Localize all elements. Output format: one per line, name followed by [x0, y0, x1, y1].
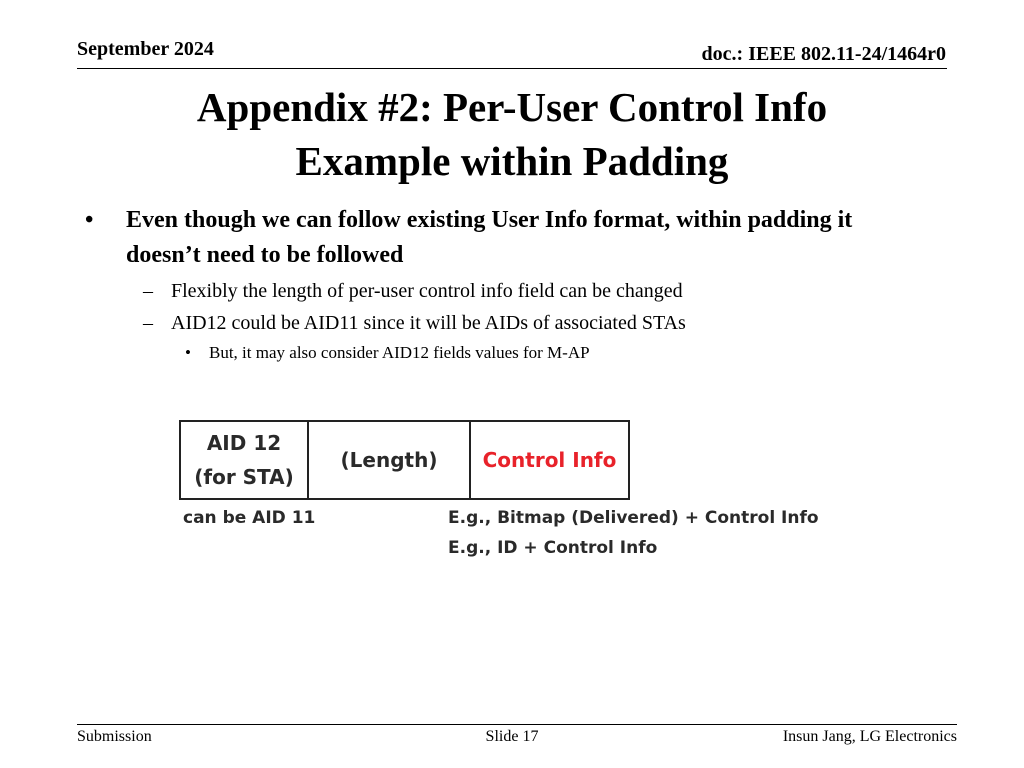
for-sta-label: (for STA)	[194, 465, 294, 489]
slide-title-line2: Example within Padding	[295, 138, 729, 184]
control-info-cell: Control Info	[482, 448, 617, 472]
per-user-control-info-figure	[176, 418, 819, 568]
note-can-be-aid11: can be AID 11	[183, 508, 316, 528]
footer-author: Insun Jang, LG Electronics	[782, 728, 957, 745]
slide-title	[0, 80, 1024, 188]
field-format-table	[179, 420, 630, 500]
length-cell: (Length)	[309, 422, 471, 498]
bullet-marker: •	[85, 207, 94, 233]
footer-slide-number: Slide 17	[485, 728, 539, 745]
bullet-level1-text: Even though we can follow existing User Info format, within padding it doesn’t need to be followed	[126, 207, 853, 268]
aid12-label: AID 12	[206, 431, 282, 455]
note-example-id: E.g., ID + Control Info	[448, 538, 658, 558]
note-example-bitmap: E.g., Bitmap (Delivered) + Control Info	[448, 508, 819, 528]
bullet-level2-2-text: AID12 could be AID11 since it will be AIDs of associated STAs	[171, 312, 686, 334]
bullet-level2-1-text: Flexibly the length of per-user control info field can be changed	[171, 280, 683, 302]
dash-marker: –	[143, 312, 153, 334]
aid12-cell	[181, 422, 309, 498]
header-divider	[77, 68, 947, 69]
footer-submission: Submission	[77, 728, 152, 745]
header-date: September 2024	[77, 38, 214, 60]
dash-marker: –	[143, 280, 153, 302]
header-doc-id: doc.: IEEE 802.11-24/1464r0	[701, 43, 946, 65]
slide-title-line1: Appendix #2: Per-User Control Info	[196, 84, 828, 130]
bullet-level3-text: But, it may also consider AID12 fields values for M-AP	[209, 343, 590, 362]
bullet-marker-small: •	[185, 343, 191, 362]
footer-divider	[77, 724, 957, 725]
